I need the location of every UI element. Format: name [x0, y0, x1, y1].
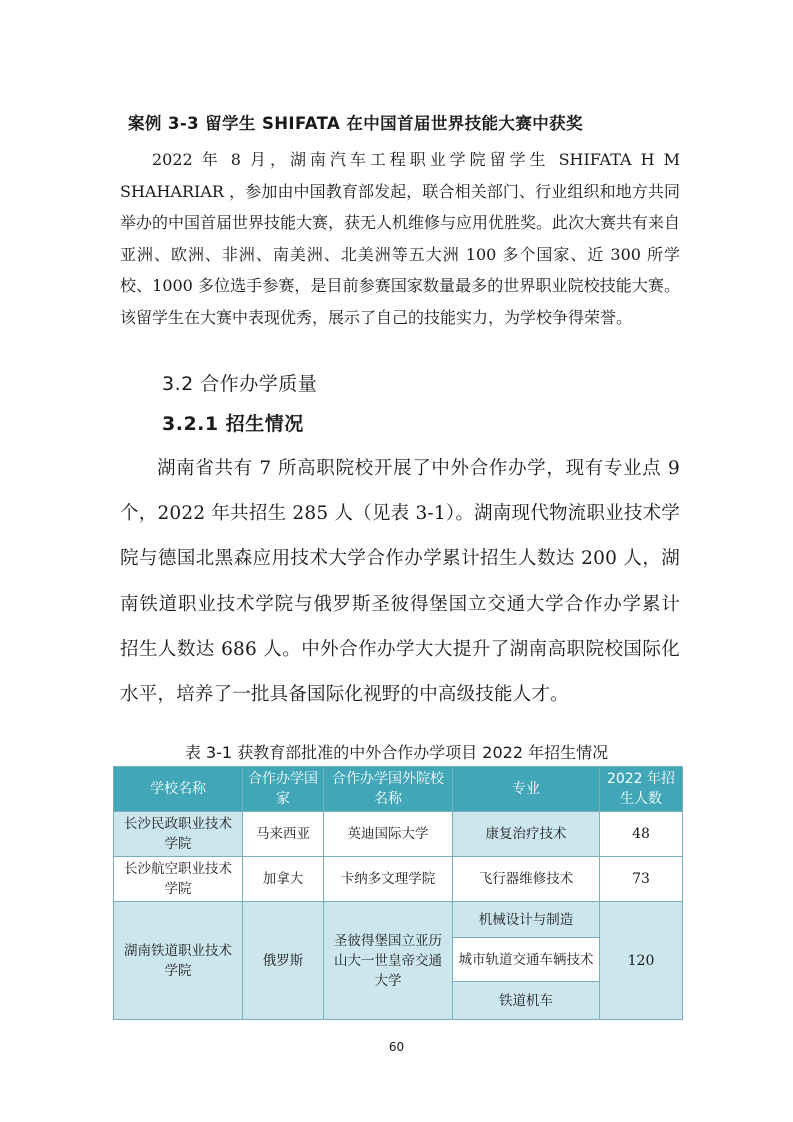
case-paragraph: 2022 年 8 月，湖南汽车工程职业学院留学生 SHIFATA H M SHAHARIAR ，参加由中国教育部发起，联合相关部门、行业组织和地方共同举办的中国首届世界技能大赛，获无人机维修与应用优胜奖。此次大赛共有来自亚洲、欧洲、非洲、南美洲、北美洲等五大洲 100 多个国家、近 300 所学校、1000 多位选手参赛，是目前参赛国家数量最多的世界职业院校技能大赛。该留学生在大赛中表现优秀，展示了自己的技能实力，为学校争得荣誉。: [120, 150, 681, 327]
header-count: 2022 年招生人数: [600, 767, 683, 812]
cell-school: 湖南铁道职业技术学院: [114, 902, 243, 1020]
header-country: 合作办学国家: [243, 767, 324, 812]
cell-count: 120: [600, 902, 683, 1020]
page-number: 60: [388, 1040, 405, 1054]
enrollment-paragraph: 湖南省共有 7 所高职院校开展了中外合作办学，现有专业点 9 个，2022 年共招生 285 人（见表 3-1）。湖南现代物流职业技术学院与德国北黑森应用技术大学合作办学累计招生人数达 200 人，湖南铁道职业技术学院与俄罗斯圣彼得堡国立交通大学合作办学累计招生人数达 686 人。中外合作办学大大提升了湖南高职院校国际化水平，培养了一批具备国际化视野的中高级技能人才。: [120, 458, 680, 706]
cell-country: 俄罗斯: [243, 902, 324, 1020]
enrollment-table: [113, 766, 683, 1020]
cell-major: 城市轨道交通车辆技术: [453, 938, 600, 982]
header-school: 学校名称: [114, 767, 243, 812]
cell-partner: 卡纳多文理学院: [324, 857, 453, 902]
cell-count: 48: [600, 812, 683, 857]
cell-count: 73: [600, 857, 683, 902]
cell-major: 飞行器维修技术: [453, 857, 600, 902]
case-title: 案例 3-3 留学生 SHIFATA 在中国首届世界技能大赛中获奖: [128, 114, 583, 133]
cell-school: 长沙民政职业技术学院: [114, 812, 243, 857]
case-body: [120, 144, 680, 334]
cell-school: 长沙航空职业技术学院: [114, 857, 243, 902]
cell-major: 铁道机车: [453, 982, 600, 1020]
cell-major: 机械设计与制造: [453, 902, 600, 938]
table-row: [114, 857, 683, 902]
table-row: [114, 812, 683, 857]
table-header-row: [114, 767, 683, 812]
cell-country: 加拿大: [243, 857, 324, 902]
subsection-heading: 3.2.1 招生情况: [162, 413, 304, 435]
table-caption: 表 3-1 获教育部批准的中外合作办学项目 2022 年招生情况: [184, 743, 609, 762]
cell-major: 康复治疗技术: [453, 812, 600, 857]
cell-partner: 圣彼得堡国立亚历山大一世皇帝交通大学: [324, 902, 453, 1020]
table-row: [114, 902, 683, 938]
header-partner: 合作办学国外院校名称: [324, 767, 453, 812]
section-heading: 3.2 合作办学质量: [162, 373, 318, 395]
cell-partner: 英迪国际大学: [324, 812, 453, 857]
cell-country: 马来西亚: [243, 812, 324, 857]
header-major: 专业: [453, 767, 600, 812]
